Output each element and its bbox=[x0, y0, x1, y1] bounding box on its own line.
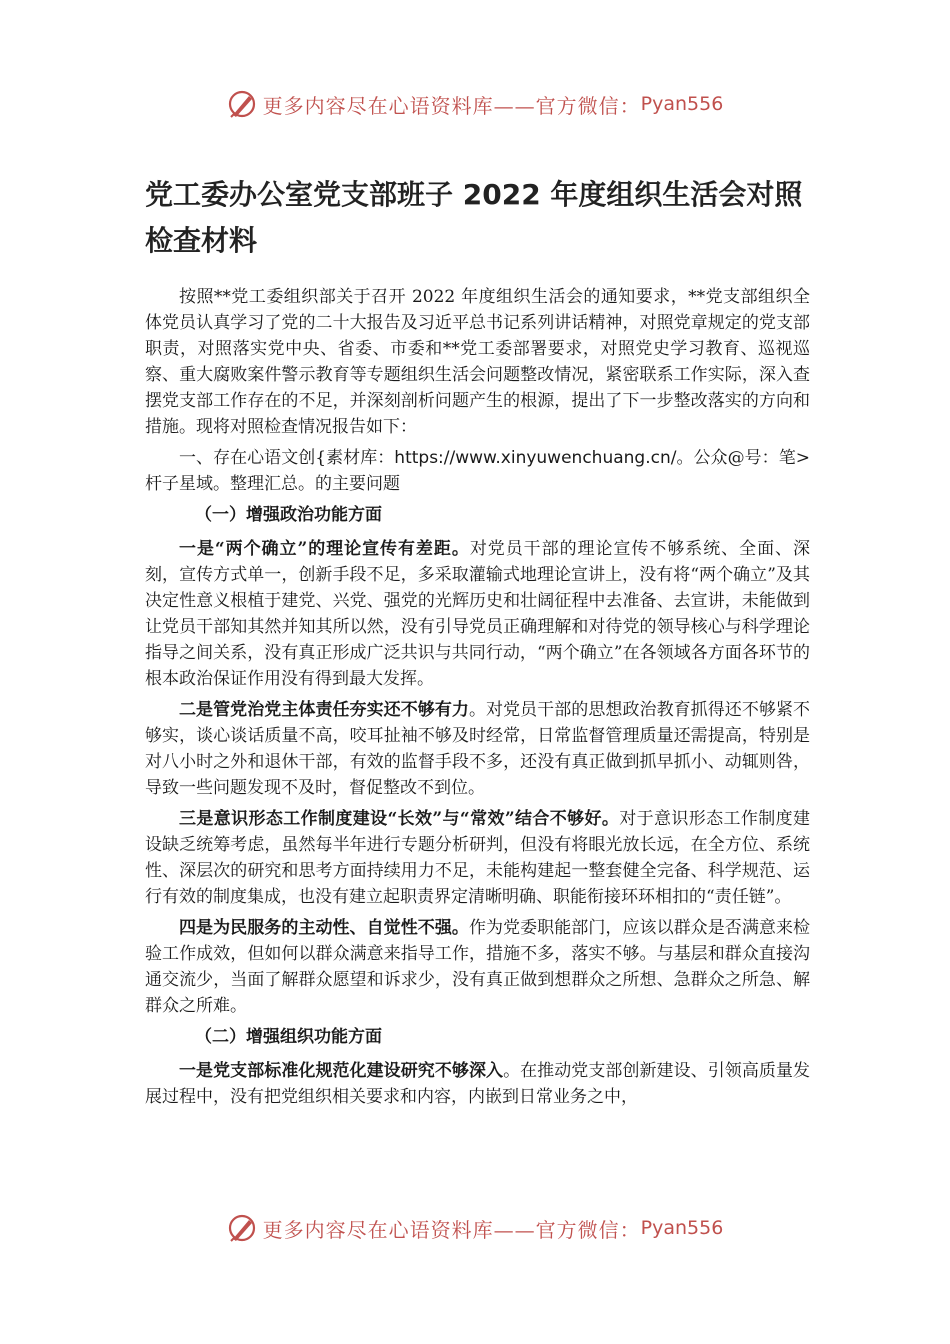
point-paragraph bbox=[145, 1058, 810, 1110]
point-text: 。在推动党支部创新建设、引领高质量发展过程中，没有把党组织相关要求和内容，内嵌到日常业务之中， bbox=[145, 1061, 811, 1107]
watermark-footer bbox=[0, 1208, 950, 1248]
document-body bbox=[145, 284, 810, 1115]
point-text: 作为党委职能部门，应该以群众是否满意来检验工作成效，但如何以群众满意来指导工作，措施不多，落实不够。与基层和群众直接沟通交流少，当面了解群众愿望和诉求少，没有真正做到想群众之所想、急群众之所急、解群众之所难。 bbox=[145, 918, 811, 1016]
point-paragraph bbox=[145, 806, 810, 910]
watermark-text: 更多内容尽在心语资料库——官方微信： bbox=[262, 1217, 641, 1242]
point-title: 一是“两个确立”的理论宣传有差距。 bbox=[179, 539, 470, 559]
watermark-header bbox=[0, 84, 950, 124]
watermark-wechat-id: Pyan556 bbox=[640, 1217, 724, 1239]
point-paragraph bbox=[145, 915, 810, 1019]
watermark-wechat-id: Pyan556 bbox=[640, 93, 724, 115]
pen-logo-icon bbox=[227, 1213, 257, 1243]
point-title: 三是意识形态工作制度建设“长效”与“常效”结合不够好。 bbox=[179, 809, 620, 829]
part1-suffix: 。公众@号：笔>杆子星域。整理汇总。的主要问题 bbox=[145, 448, 810, 494]
section-heading-2: （二）增强组织功能方面 bbox=[195, 1027, 382, 1047]
intro-paragraph: 按照**党工委组织部关于召开 2022 年度组织生活会的通知要求，**党支部组织全体党员认真学习了党的二十大报告及习近平总书记系列讲话精神，对照党章规定的党支部职责，对照落实党中央、省委、市委和**党工委部署要求，对照党史学习教育、巡视巡察、重大腐败案件警示教育等专题组织生活会问题整改情况，紧密联系工作实际，深入查摆党支部工作存在的不足，并深刻剖析问题产生的根源，提出了下一步整改落实的方向和措施。现将对照检查情况报告如下： bbox=[145, 287, 810, 437]
point-title: 四是为民服务的主动性、自觉性不强。 bbox=[179, 918, 469, 938]
part1-url: https://www.xinyuwenchuang.cn/ bbox=[394, 448, 677, 468]
section-heading-1: （一）增强政治功能方面 bbox=[195, 505, 382, 525]
point-paragraph bbox=[145, 697, 810, 801]
point-text: 对于意识形态工作制度建设缺乏统筹考虑，虽然每半年进行专题分析研判，但没有将眼光放长远，在全方位、系统性、深层次的研究和思考方面持续用力不足，未能构建起一整套健全完备、科学规范、运行有效的制度集成，也没有建立起职责界定清晰明确、职能衔接环环相扣的“责任链”。 bbox=[145, 809, 810, 907]
document-title: 党工委办公室党支部班子 2022 年度组织生活会对照检查材料 bbox=[145, 178, 803, 257]
point-paragraph bbox=[145, 536, 810, 692]
pen-logo-icon bbox=[227, 89, 257, 119]
part1-heading bbox=[145, 445, 810, 497]
point-title: 一是党支部标准化规范化建设研究不够深入 bbox=[179, 1061, 504, 1081]
part1-prefix: 一、存在心语文创{素材库： bbox=[179, 448, 395, 468]
watermark-text: 更多内容尽在心语资料库——官方微信： bbox=[262, 93, 641, 118]
point-text: 。对党员干部的思想政治教育抓得还不够紧不够实，谈心谈话质量不高，咬耳扯袖不够及时经常，日常监督管理质量还需提高，特别是对八小时之外和退休干部，有效的监督手段不多，还没有真正做到抓早抓小、动辄则咎，导致一些问题发现不及时，督促整改不到位。 bbox=[145, 700, 811, 798]
point-text: 对党员干部的理论宣传不够系统、全面、深刻，宣传方式单一，创新手段不足，多采取灌输式地理论宣讲上，没有将“两个确立”及其决定性意义根植于建党、兴党、强党的光辉历史和壮阔征程中去准备、去宣讲，未能做到让党员干部知其然并知其所以然，没有引导党员正确理解和对待党的领导核心与科学理论指导之间关系，没有真正形成广泛共识与共同行动，“两个确立”在各领域各方面各环节的根本政治保证作用没有得到最大发挥。 bbox=[145, 539, 811, 689]
point-title: 二是管党治党主体责任夯实还不够有力 bbox=[179, 700, 469, 720]
